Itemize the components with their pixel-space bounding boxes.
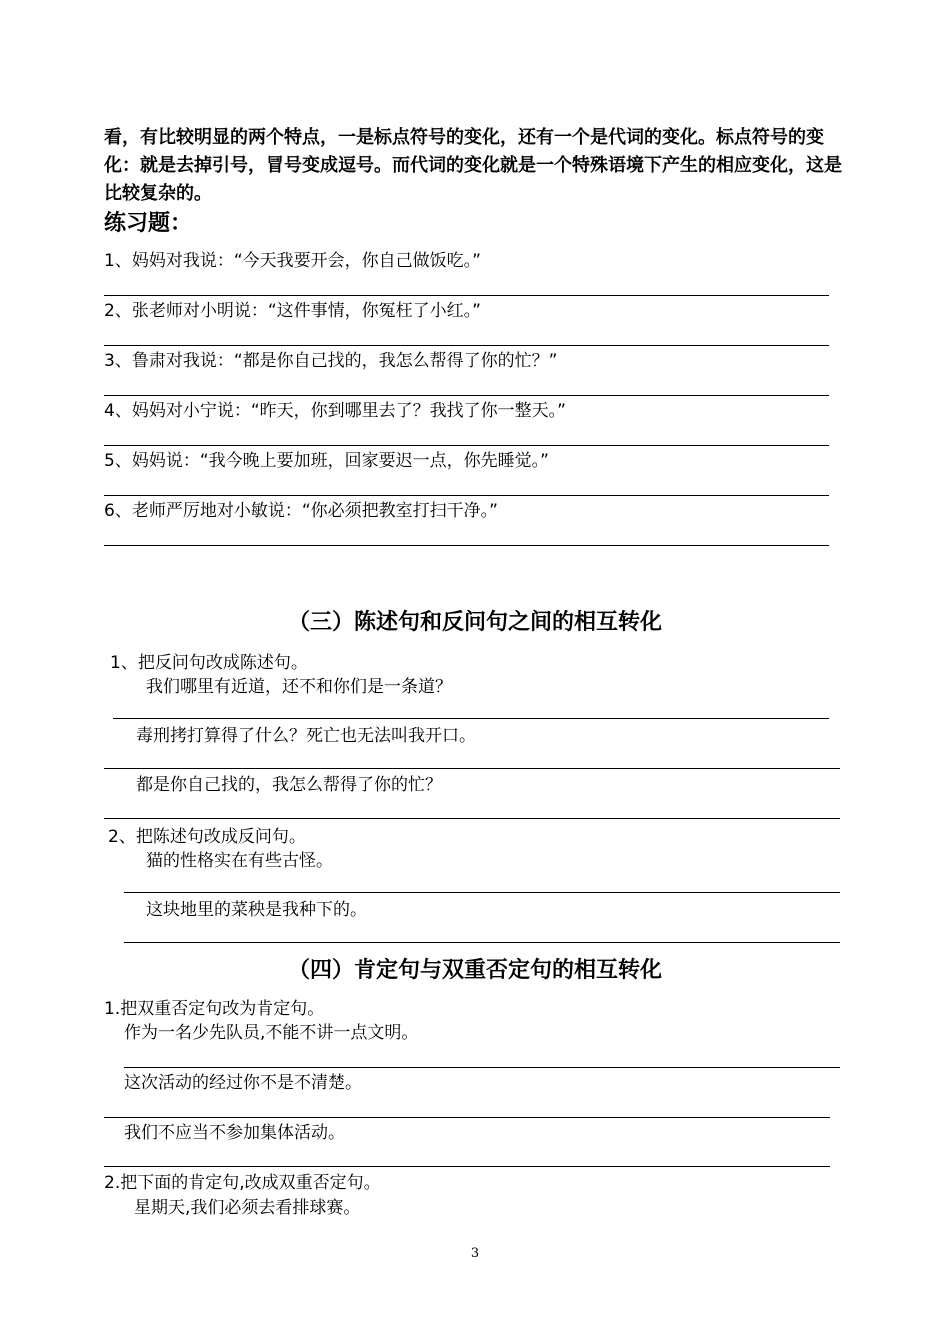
answer-line[interactable] (104, 1166, 830, 1167)
answer-line[interactable] (104, 345, 829, 346)
exercise-heading: 练习题： (104, 211, 193, 236)
answer-line[interactable] (104, 495, 829, 496)
sentence-item: 我们哪里有近道，还不和你们是一条道？ (146, 677, 452, 697)
answer-line[interactable] (113, 718, 829, 719)
task-label: 1、把反问句改成陈述句。 (110, 653, 308, 673)
answer-line[interactable] (104, 295, 829, 296)
sentence-item: 这次活动的经过你不是不清楚。 (124, 1073, 362, 1093)
task-label: 2.把下面的肯定句,改成双重否定句。 (104, 1173, 381, 1193)
sentence-item: 星期天,我们必须去看排球赛。 (134, 1198, 361, 1218)
exercise-item: 3、鲁肃对我说：“都是你自己找的，我怎么帮得了你的忙？” (104, 351, 558, 371)
sentence-item: 毒刑拷打算得了什么？死亡也无法叫我开口。 (136, 726, 476, 746)
exercise-item: 1、妈妈对我说：“今天我要开会，你自己做饭吃。” (104, 251, 481, 271)
sentence-item: 都是你自己找的，我怎么帮得了你的忙？ (136, 775, 442, 795)
answer-line[interactable] (104, 768, 840, 769)
answer-line[interactable] (124, 942, 840, 943)
intro-paragraph: 看，有比较明显的两个特点，一是标点符号的变化，还有一个是代词的变化。标点符号的变化：就是去掉引号，冒号变成逗号。而代词的变化就是一个特殊语境下产生的相应变化，这是比较复杂的。 (104, 127, 842, 204)
exercise-item: 4、妈妈对小宁说：“昨天，你到哪里去了？我找了你一整天。” (104, 401, 566, 421)
exercise-item: 6、老师严厉地对小敏说：“你必须把教室打扫干净。” (104, 501, 498, 521)
section-title: （三）陈述句和反问句之间的相互转化 (287, 610, 662, 635)
sentence-item: 作为一名少先队员,不能不讲一点文明。 (124, 1023, 419, 1043)
exercise-item: 5、妈妈说：“我今晚上要加班，回家要迟一点，你先睡觉。” (104, 451, 549, 471)
answer-line[interactable] (104, 818, 840, 819)
section-title: （四）肯定句与双重否定句的相互转化 (287, 958, 662, 983)
task-label: 1.把双重否定句改为肯定句。 (104, 999, 325, 1019)
answer-line[interactable] (104, 545, 829, 546)
answer-line[interactable] (104, 395, 829, 396)
exercise-item: 2、张老师对小明说：“这件事情，你冤枉了小红。” (104, 301, 481, 321)
answer-line[interactable] (124, 1067, 840, 1068)
sentence-item: 这块地里的菜秧是我种下的。 (146, 900, 367, 920)
answer-line[interactable] (124, 892, 840, 893)
task-label: 2、把陈述句改成反问句。 (108, 827, 306, 847)
answer-line[interactable] (104, 1117, 830, 1118)
answer-line[interactable] (104, 445, 829, 446)
sentence-item: 我们不应当不参加集体活动。 (124, 1123, 345, 1143)
sentence-item: 猫的性格实在有些古怪。 (146, 851, 333, 871)
page-number: 3 (470, 1246, 480, 1261)
